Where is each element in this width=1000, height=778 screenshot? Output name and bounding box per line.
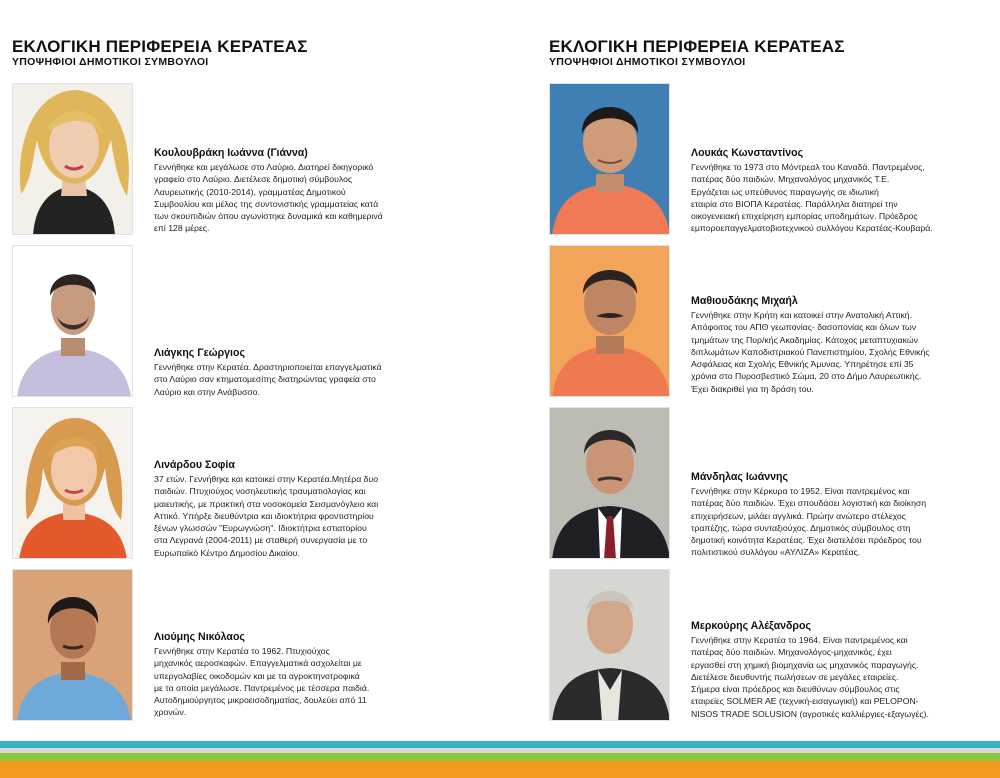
bio-line: Γεννήθηκε στην Κρήτη και κατοικεί στην Ανατολική Αττική. bbox=[691, 310, 913, 320]
bio-line: γραφείο στο Λαύριο. Διετέλεσε δημοτική σύμβουλος bbox=[154, 174, 353, 185]
bio-line: εταιρείες SOLMER AE (τεχνική-εισαγωγική) και PELOPON- bbox=[691, 696, 919, 707]
bio-line: παιδιών. Πτυχιούχος νοσηλευτικής τραυματιολογίας και bbox=[154, 486, 366, 497]
bio-line: τραπέζης, τώρα συνταξιούχος. Δημοτικός σύμβουλος στη bbox=[691, 522, 911, 533]
bio-line: Γεννήθηκε το 1973 στο Μόντρεαλ του Καναδά. Παντρεμένος, bbox=[691, 162, 925, 172]
footer-stripe-green bbox=[0, 753, 1000, 761]
candidate-bio bbox=[691, 620, 991, 720]
bio-line: εργασθεί στη χημική βιομηχανία ως μηχανικός παραγωγής. bbox=[691, 659, 919, 670]
bio-line: στο Λαύριο σαν κτηματομεσίτης διατηρώντας γραφεία στο bbox=[154, 374, 376, 385]
candidate-card bbox=[12, 83, 482, 235]
bio-line: πατέρας δύο παιδιών. Μηχανολόγος-μηχανικός, έχει bbox=[691, 647, 892, 658]
bio-line: ξένων γλωσσών "Ευρωγνώση". Ιδιοκτήτρια εστιατορίου bbox=[154, 523, 367, 534]
bio-line: χρόνια στο Πυροσβεστικό Σώμα, 20 στο Δήμο Λαυρεωτικής. bbox=[691, 371, 922, 382]
bio-line: οικογενειακή επιχείρηση εμπορίας υποδημάτων. Πρόεδρος bbox=[691, 211, 918, 222]
bio-line: διπλωμάτων Καποδιστριακού Πανεπιστημίου, Σχολής Εθνικής bbox=[691, 346, 930, 357]
bio-line: μαιευτικής, με πρακτική στα νοσοκομεία Σεισμανόγλειο και bbox=[154, 498, 379, 509]
bio-line: Ασφάλειας και Σχολής Εθνικής Άμυνας. Υπηρέτησε επί 35 bbox=[691, 359, 914, 370]
bio-line: Διετέλεσε διευθυντής πωλήσεων σε μεγάλες εταιρείες. bbox=[691, 671, 899, 682]
bio-line: Γεννήθηκε στην Κερατέα το 1962. Πτυχιούχος bbox=[154, 646, 330, 656]
candidate-photo bbox=[549, 245, 670, 397]
bio-line: Γεννήθηκε στην Κερατέα. Δραστηριοποιείται επαγγελματικά bbox=[154, 362, 382, 372]
bio-line: δημοτική κοινότητα Κερατέας. Έχει διατελέσει πρόεδρος του bbox=[691, 535, 922, 546]
bio-line: Γεννήθηκε στην Κερατέα το 1964. Είναι παντρεμένος και bbox=[691, 635, 908, 645]
candidate-photo bbox=[12, 407, 133, 559]
candidate-photo bbox=[12, 83, 133, 235]
candidate-card bbox=[549, 407, 1000, 559]
candidate-photo bbox=[549, 407, 670, 559]
bio-line: εταιρία στο ΒΙΟΠΑ Κερατέας. Παράλληλα διατηρεί την bbox=[691, 198, 898, 209]
candidate-bio bbox=[154, 459, 454, 559]
left-page bbox=[0, 0, 500, 740]
footer-stripe-orange bbox=[0, 761, 1000, 778]
candidate-name: Λινάρδου Σοφία bbox=[154, 459, 235, 471]
candidate-photo bbox=[12, 245, 133, 397]
candidate-bio bbox=[154, 147, 454, 235]
candidate-name: Λουκάς Κωνσταντίνος bbox=[691, 147, 804, 159]
candidate-card bbox=[12, 569, 482, 721]
bio-line: επιχειρήσεων, μιλάει αγγλικά. Πρώην ανώτερο στέλεχος bbox=[691, 510, 906, 521]
bio-line: πατέρας δύο παιδιών. Μηχανολόγος μηχανικός Τ.Ε. bbox=[691, 174, 890, 185]
bio-line: με τα οποία μεγάλωσε. Παντρεμένος με τέσσερα παιδιά. bbox=[154, 682, 370, 693]
candidate-bio bbox=[691, 295, 991, 395]
bio-line: χρονών. bbox=[154, 707, 187, 718]
candidate-card bbox=[12, 407, 482, 559]
candidate-card bbox=[549, 245, 1000, 397]
page-subtitle: ΥΠΟΨΗΦΙΟΙ ΔΗΜΟΤΙΚΟΙ ΣΥΜΒΟΥΛΟΙ bbox=[12, 56, 209, 68]
page-subtitle: ΥΠΟΨΗΦΙΟΙ ΔΗΜΟΤΙΚΟΙ ΣΥΜΒΟΥΛΟΙ bbox=[549, 56, 746, 68]
bio-line: 37 ετών. Γεννήθηκε και κατοικεί στην Κερατέα.Μητέρα δυο bbox=[154, 474, 379, 484]
candidate-name: Μερκούρης Αλέξανδρος bbox=[691, 620, 811, 632]
candidate-photo bbox=[549, 83, 670, 235]
candidate-bio bbox=[154, 347, 454, 398]
bio-line: των σκουπιδιών όπου αγωνίστηκε δυναμικά και καθημερινά bbox=[154, 211, 383, 222]
candidate-bio bbox=[154, 631, 454, 719]
bio-line: Λαυρεωτικής (2010-2014), γραμματέας Δημοτικού bbox=[154, 186, 346, 197]
bio-line: πολιτιστικού συλλόγου «ΑΥΛΙΖΑ» Κερατέας. bbox=[691, 547, 861, 558]
footer-stripe-teal bbox=[0, 741, 1000, 748]
bio-line: Εργάζεται ως υπεύθυνος παραγωγής σε ιδιωτική bbox=[691, 186, 879, 197]
bio-line: Αυτοδημιούργητος μικροεισοδηματίας, δουλεύει από 11 bbox=[154, 695, 367, 706]
bio-line: NISOS TRADE SOLUSION (αγροτικές καλλιέργιες-εξαγωγές). bbox=[691, 708, 929, 719]
bio-line: υπεργολαβίες οικοδομών και με τα αγροκτηνοτροφικά bbox=[154, 670, 360, 681]
bio-line: Αττικό. Υπήρξε διευθύντρια και ιδιοκτήτρια φροντιστηρίου bbox=[154, 510, 374, 521]
bio-line: Γεννήθηκε και μεγάλωσε στο Λαύριο. Διατηρεί δικηγορικό bbox=[154, 162, 374, 172]
bio-line: Έχει διακριθεί για τη δράση του. bbox=[691, 383, 814, 394]
bio-line: Σήμερα είναι πρόεδρος και διευθύνων σύμβουλος στις bbox=[691, 684, 900, 695]
bio-line: μηχανικός αεροσκαφών. Επαγγελματικά ασχολείται με bbox=[154, 658, 362, 669]
bio-line: στα Λεγρανά (2004-2011) με σταθερή συνεργασία με το bbox=[154, 535, 368, 546]
candidate-card bbox=[549, 569, 1000, 721]
candidate-card bbox=[549, 83, 1000, 235]
candidate-name: Λιάγκης Γεώργιος bbox=[154, 347, 245, 359]
bio-line: Γεννήθηκε στην Κέρκυρα το 1952. Είναι παντρεμένος και bbox=[691, 486, 910, 496]
candidate-name: Λιούμης Νικόλαος bbox=[154, 631, 245, 643]
page-title: ΕΚΛΟΓΙΚΗ ΠΕΡΙΦΕΡΕΙΑ ΚΕΡΑΤΕΑΣ bbox=[549, 37, 845, 56]
candidate-card bbox=[12, 245, 482, 397]
bio-line: Απόφοιτος του ΑΠΘ γεωπονίας- δασοπονίας και όλων των bbox=[691, 322, 917, 333]
bio-line: πατέρας δύο παιδιών. Έχει σπουδάσει λογιστική και διοίκηση bbox=[691, 498, 927, 509]
candidate-bio bbox=[691, 471, 991, 559]
page-title: ΕΚΛΟΓΙΚΗ ΠΕΡΙΦΕΡΕΙΑ ΚΕΡΑΤΕΑΣ bbox=[12, 37, 308, 56]
bio-line: τμημάτων της Πυρ/κής Ακαδημίας. Κάτοχος μεταπτυχιακών bbox=[691, 334, 919, 345]
bio-line: Ευρωπαϊκό Κέντρο Δημοσίου Δικαίου. bbox=[154, 547, 300, 558]
candidate-bio bbox=[691, 147, 991, 235]
candidate-photo bbox=[549, 569, 670, 721]
bio-line: επί 128 μέρες. bbox=[154, 223, 210, 234]
candidate-name: Μαθιουδάκης Μιχαήλ bbox=[691, 295, 798, 307]
candidate-name: Κουλουβράκη Ιωάννα (Γιάννα) bbox=[154, 147, 308, 159]
candidate-name: Μάνδηλας Ιωάννης bbox=[691, 471, 789, 483]
candidate-photo bbox=[12, 569, 133, 721]
bio-line: εμποροεπαγγελματοβιοτεχνικού συλλόγου Κερατέας-Κουβαρά. bbox=[691, 223, 933, 234]
bio-line: Λαύριο και στην Ανάβυσσο. bbox=[154, 386, 260, 397]
bio-line: Συμβουλίου και μέλος της συντονιστικής γραμματείας κατά bbox=[154, 198, 379, 209]
right-page bbox=[537, 0, 1000, 740]
